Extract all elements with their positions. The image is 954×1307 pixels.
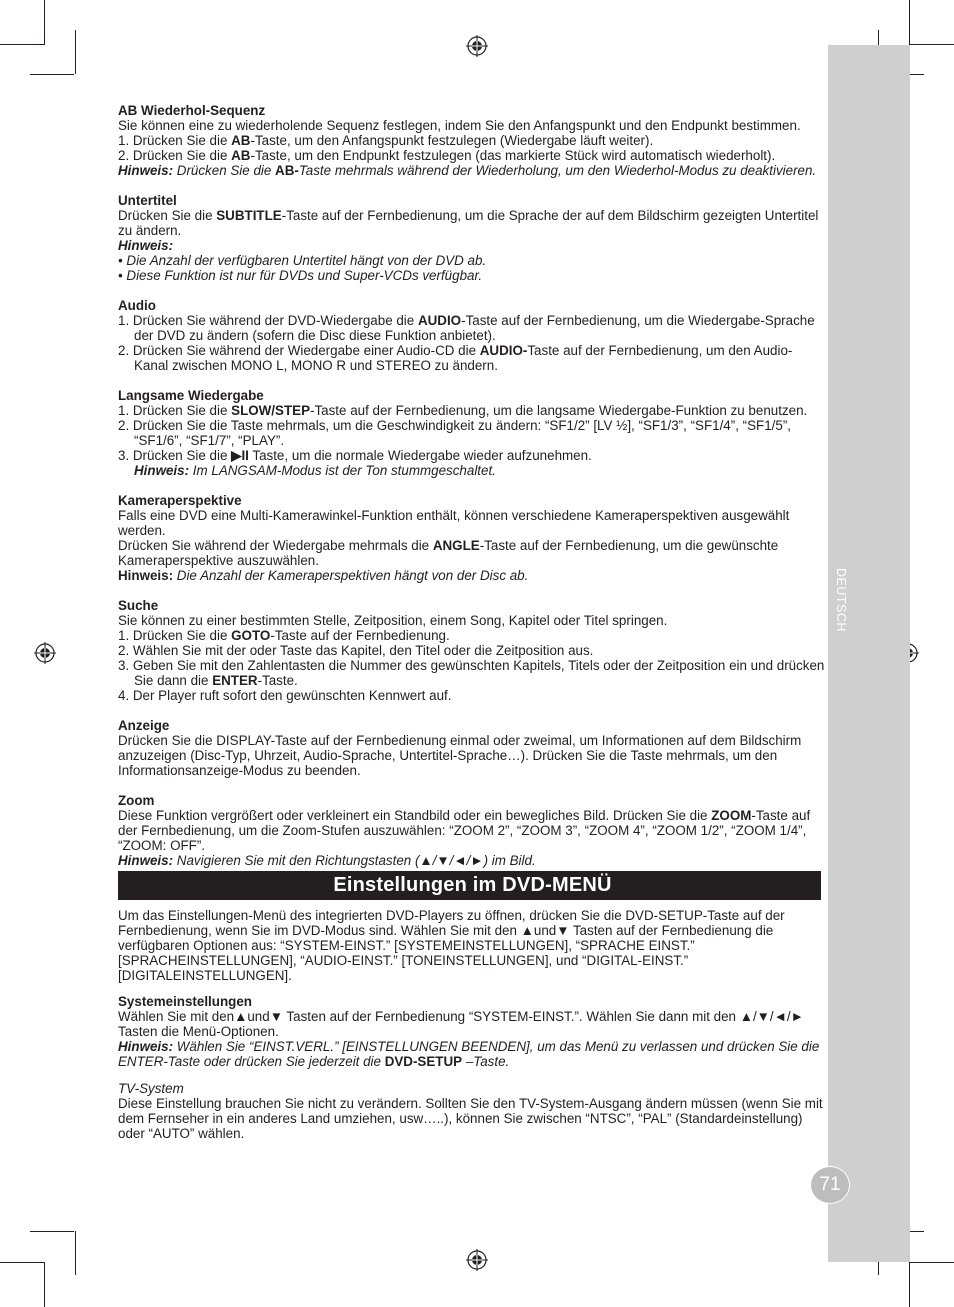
section-heading: Systemeinstellungen (118, 994, 252, 1009)
key-label: ENTER (212, 673, 258, 688)
crop-mark (30, 74, 74, 75)
key-label: ZOOM (711, 808, 752, 823)
crop-mark (0, 44, 44, 45)
crop-mark (910, 1262, 954, 1263)
section-heading: Zoom (118, 793, 155, 808)
key-label: GOTO (231, 628, 271, 643)
list-item: 2. Wählen Sie mit der oder Taste das Kapitel, den Titel oder die Zeitposition aus. (118, 643, 594, 658)
key-label: AUDIO- (479, 343, 528, 358)
section-display (118, 718, 826, 778)
language-label: DEUTSCH (834, 568, 848, 632)
paragraph: Sie können zu einer bestimmten Stelle, Zeitposition, einem Song, Kapitel oder Titel springen. (118, 613, 668, 628)
language-sidebar (828, 45, 910, 1262)
paragraph: Drücken Sie während der Wiedergabe mehrmals die ANGLE-Taste auf der Fernbedienung, um die gewünschte Kameraperspektive auszuwählen. (118, 538, 779, 568)
list-item: 1. Drücken Sie während der DVD-Wiedergabe die AUDIO-Taste auf der Fernbedienung, um die Wiedergabe-Sprache der DVD zu ändern (sofern die Disc diese Funktion anbietet). (118, 313, 815, 343)
crop-mark (75, 1231, 76, 1275)
section-ab-repeat (118, 103, 826, 178)
note: Hinweis: Drücken Sie die AB-Taste mehrmals während der Wiederholung, um den Wiederhol-Modus zu deaktivieren. (118, 163, 817, 178)
section-heading: TV-System (118, 1081, 184, 1096)
page-number: 71 (810, 1166, 850, 1204)
section-heading: Untertitel (118, 193, 177, 208)
crop-mark (910, 44, 954, 45)
chapter-banner: Einstellungen im DVD-MENÜ (118, 871, 821, 900)
paragraph: Sie können eine zu wiederholende Sequenz festlegen, indem Sie den Anfangspunkt und den Endpunkt bestimmen. (118, 118, 801, 133)
crop-mark (44, 0, 45, 45)
list-item: 3. Drücken Sie die ▶II Taste, um die normale Wiedergabe wieder aufzunehmen. (118, 448, 592, 463)
section-zoom (118, 793, 826, 868)
section-camera-angle (118, 493, 826, 583)
paragraph: Diese Einstellung brauchen Sie nicht zu verändern. Sollten Sie den TV-System-Ausgang ändern müssen (wenn Sie mit dem Fernseher in ein anderes Land umziehen, usw…..), können Sie zwischen “NTSC”, “PAL” (Standardeinstellung) oder “AUTO” wählen. (118, 1096, 823, 1141)
list-item: 2. Drücken Sie während der Wiedergabe einer Audio-CD die AUDIO-Taste auf der Fernbedienung, um den Audio-Kanal zwischen MONO L, MONO R und STEREO zu ändern. (118, 343, 793, 373)
key-label: ANGLE (432, 538, 480, 553)
list-item: 1. Drücken Sie die SLOW/STEP-Taste auf der Fernbedienung, um die langsame Wiedergabe-Funktion zu benutzen. (118, 403, 808, 418)
crop-mark (909, 0, 910, 45)
section-audio (118, 298, 826, 373)
registration-mark-icon (466, 35, 488, 57)
crop-mark (909, 1262, 910, 1307)
list-item: 2. Drücken Sie die AB-Taste, um den Endpunkt festzulegen (das markierte Stück wird automatisch wiederholt). (118, 148, 776, 163)
list-item: • Die Anzahl der verfügbaren Untertitel hängt von der DVD ab. (118, 253, 487, 268)
note: Hinweis: Wählen Sie “EINST.VERL.” [EINSTELLUNGEN BEENDEN], um das Menü zu verlassen und drücken Sie die ENTER-Taste oder drücken Sie jederzeit die DVD-SETUP –Taste. (118, 1039, 820, 1069)
section-system-settings (118, 994, 826, 1069)
play-pause-icon: ▶II (231, 448, 249, 463)
paragraph: Diese Funktion vergrößert oder verkleinert ein Standbild oder ein bewegliches Bild. Drücken Sie die ZOOM-Taste auf der Fernbedienung, um die Zoom-Stufen auszuwählen: “ZOOM 2”, “ZOOM 3”, “ZOOM 4”, “ZOOM 1/2”, “ZOOM 1/4”, “ZOOM: OFF”. (118, 808, 811, 853)
section-heading: Anzeige (118, 718, 170, 733)
section-heading: Audio (118, 298, 156, 313)
section-subtitle (118, 193, 826, 283)
list-item: 2. Drücken Sie die Taste mehrmals, um die Geschwindigkeit zu ändern: “SF1/2” [LV ½], “SF1/3”, “SF1/4”, “SF1/5”, “SF1/6”, “SF1/7”, “PLAY”. (118, 418, 792, 448)
note: Hinweis: Im LANGSAM-Modus ist der Ton stummgeschaltet. (134, 463, 496, 478)
list-item: 1. Drücken Sie die GOTO-Taste auf der Fernbedienung. (118, 628, 450, 643)
page-content (118, 103, 826, 1156)
paragraph: Um das Einstellungen-Menü des integrierten DVD-Players zu öffnen, drücken Sie die DVD-SETUP-Taste auf der Fernbedienung, wenn Sie im DVD-Modus sind. Wählen Sie mit den ▲und▼ Tasten auf der Fernbedienung die verfügbaren Optionen aus: “SYSTEM-EINST.” [SYSTEMEINSTELLUNGEN], “SPRACHE EINST.” [SPRACHEINSTELLUNGEN], “AUDIO-EINST.” [TONEINSTELLUNGEN], und “DIGITAL-EINST.” [DIGITALEINSTELLUNGEN]. (118, 908, 785, 983)
key-label: AUDIO (417, 313, 462, 328)
crop-mark (75, 30, 76, 74)
key-label: SLOW/STEP (231, 403, 311, 418)
section-search (118, 598, 826, 703)
registration-mark-icon (34, 642, 56, 664)
key-label: SUBTITLE (216, 208, 282, 223)
key-label: AB (231, 148, 251, 163)
key-label: AB (231, 133, 251, 148)
paragraph: Drücken Sie die SUBTITLE-Taste auf der Fernbedienung, um die Sprache der auf dem Bildschirm gezeigten Untertitel zu ändern. (118, 208, 819, 238)
section-heading: Kameraperspektive (118, 493, 242, 508)
list-item: • Diese Funktion ist nur für DVDs und Super-VCDs verfügbar. (118, 268, 483, 283)
crop-mark (0, 1262, 44, 1263)
list-item: 4. Der Player ruft sofort den gewünschten Kennwert auf. (118, 688, 452, 703)
section-heading: AB Wiederhol-Sequenz (118, 103, 266, 118)
section-heading: Suche (118, 598, 159, 613)
crop-mark (44, 1262, 45, 1307)
paragraph: Wählen Sie mit den▲und▼ Tasten auf der Fernbedienung “SYSTEM-EINST.”. Wählen Sie dann mit den ▲/▼/◄/► Tasten die Menü-Optionen. (118, 1009, 804, 1039)
note: Hinweis: Navigieren Sie mit den Richtungstasten (▲/▼/◄/►) im Bild. (118, 853, 536, 868)
crop-mark (30, 1231, 74, 1232)
registration-mark-icon (466, 1249, 488, 1271)
section-slow-motion (118, 388, 826, 478)
note-label: Hinweis: (118, 238, 174, 253)
section-heading: Langsame Wiedergabe (118, 388, 264, 403)
note: Hinweis: Die Anzahl der Kameraperspektiven hängt von der Disc ab. (118, 568, 529, 583)
paragraph: Falls eine DVD eine Multi-Kamerawinkel-Funktion enthält, können verschiedene Kameraperspektiven ausgewählt werden. (118, 508, 790, 538)
list-item: 1. Drücken Sie die AB-Taste, um den Anfangspunkt festzulegen (Wiedergabe läuft weiter). (118, 133, 654, 148)
list-item: 3. Geben Sie mit den Zahlentasten die Nummer des gewünschten Kapitels, Titels oder der Zeitposition ein und drücken Sie dann die ENTER-Taste. (118, 658, 825, 688)
paragraph: Drücken Sie die DISPLAY-Taste auf der Fernbedienung einmal oder zweimal, um Informationen auf dem Bildschirm anzuzeigen (Disc-Typ, Uhrzeit, Audio-Sprache, Untertitel-Sprache…). Drücken Sie die Taste mehrmals, um den Informationsanzeige-Modus zu beenden. (118, 733, 802, 778)
section-tv-system (118, 1081, 826, 1141)
section-menu-intro (118, 908, 826, 983)
